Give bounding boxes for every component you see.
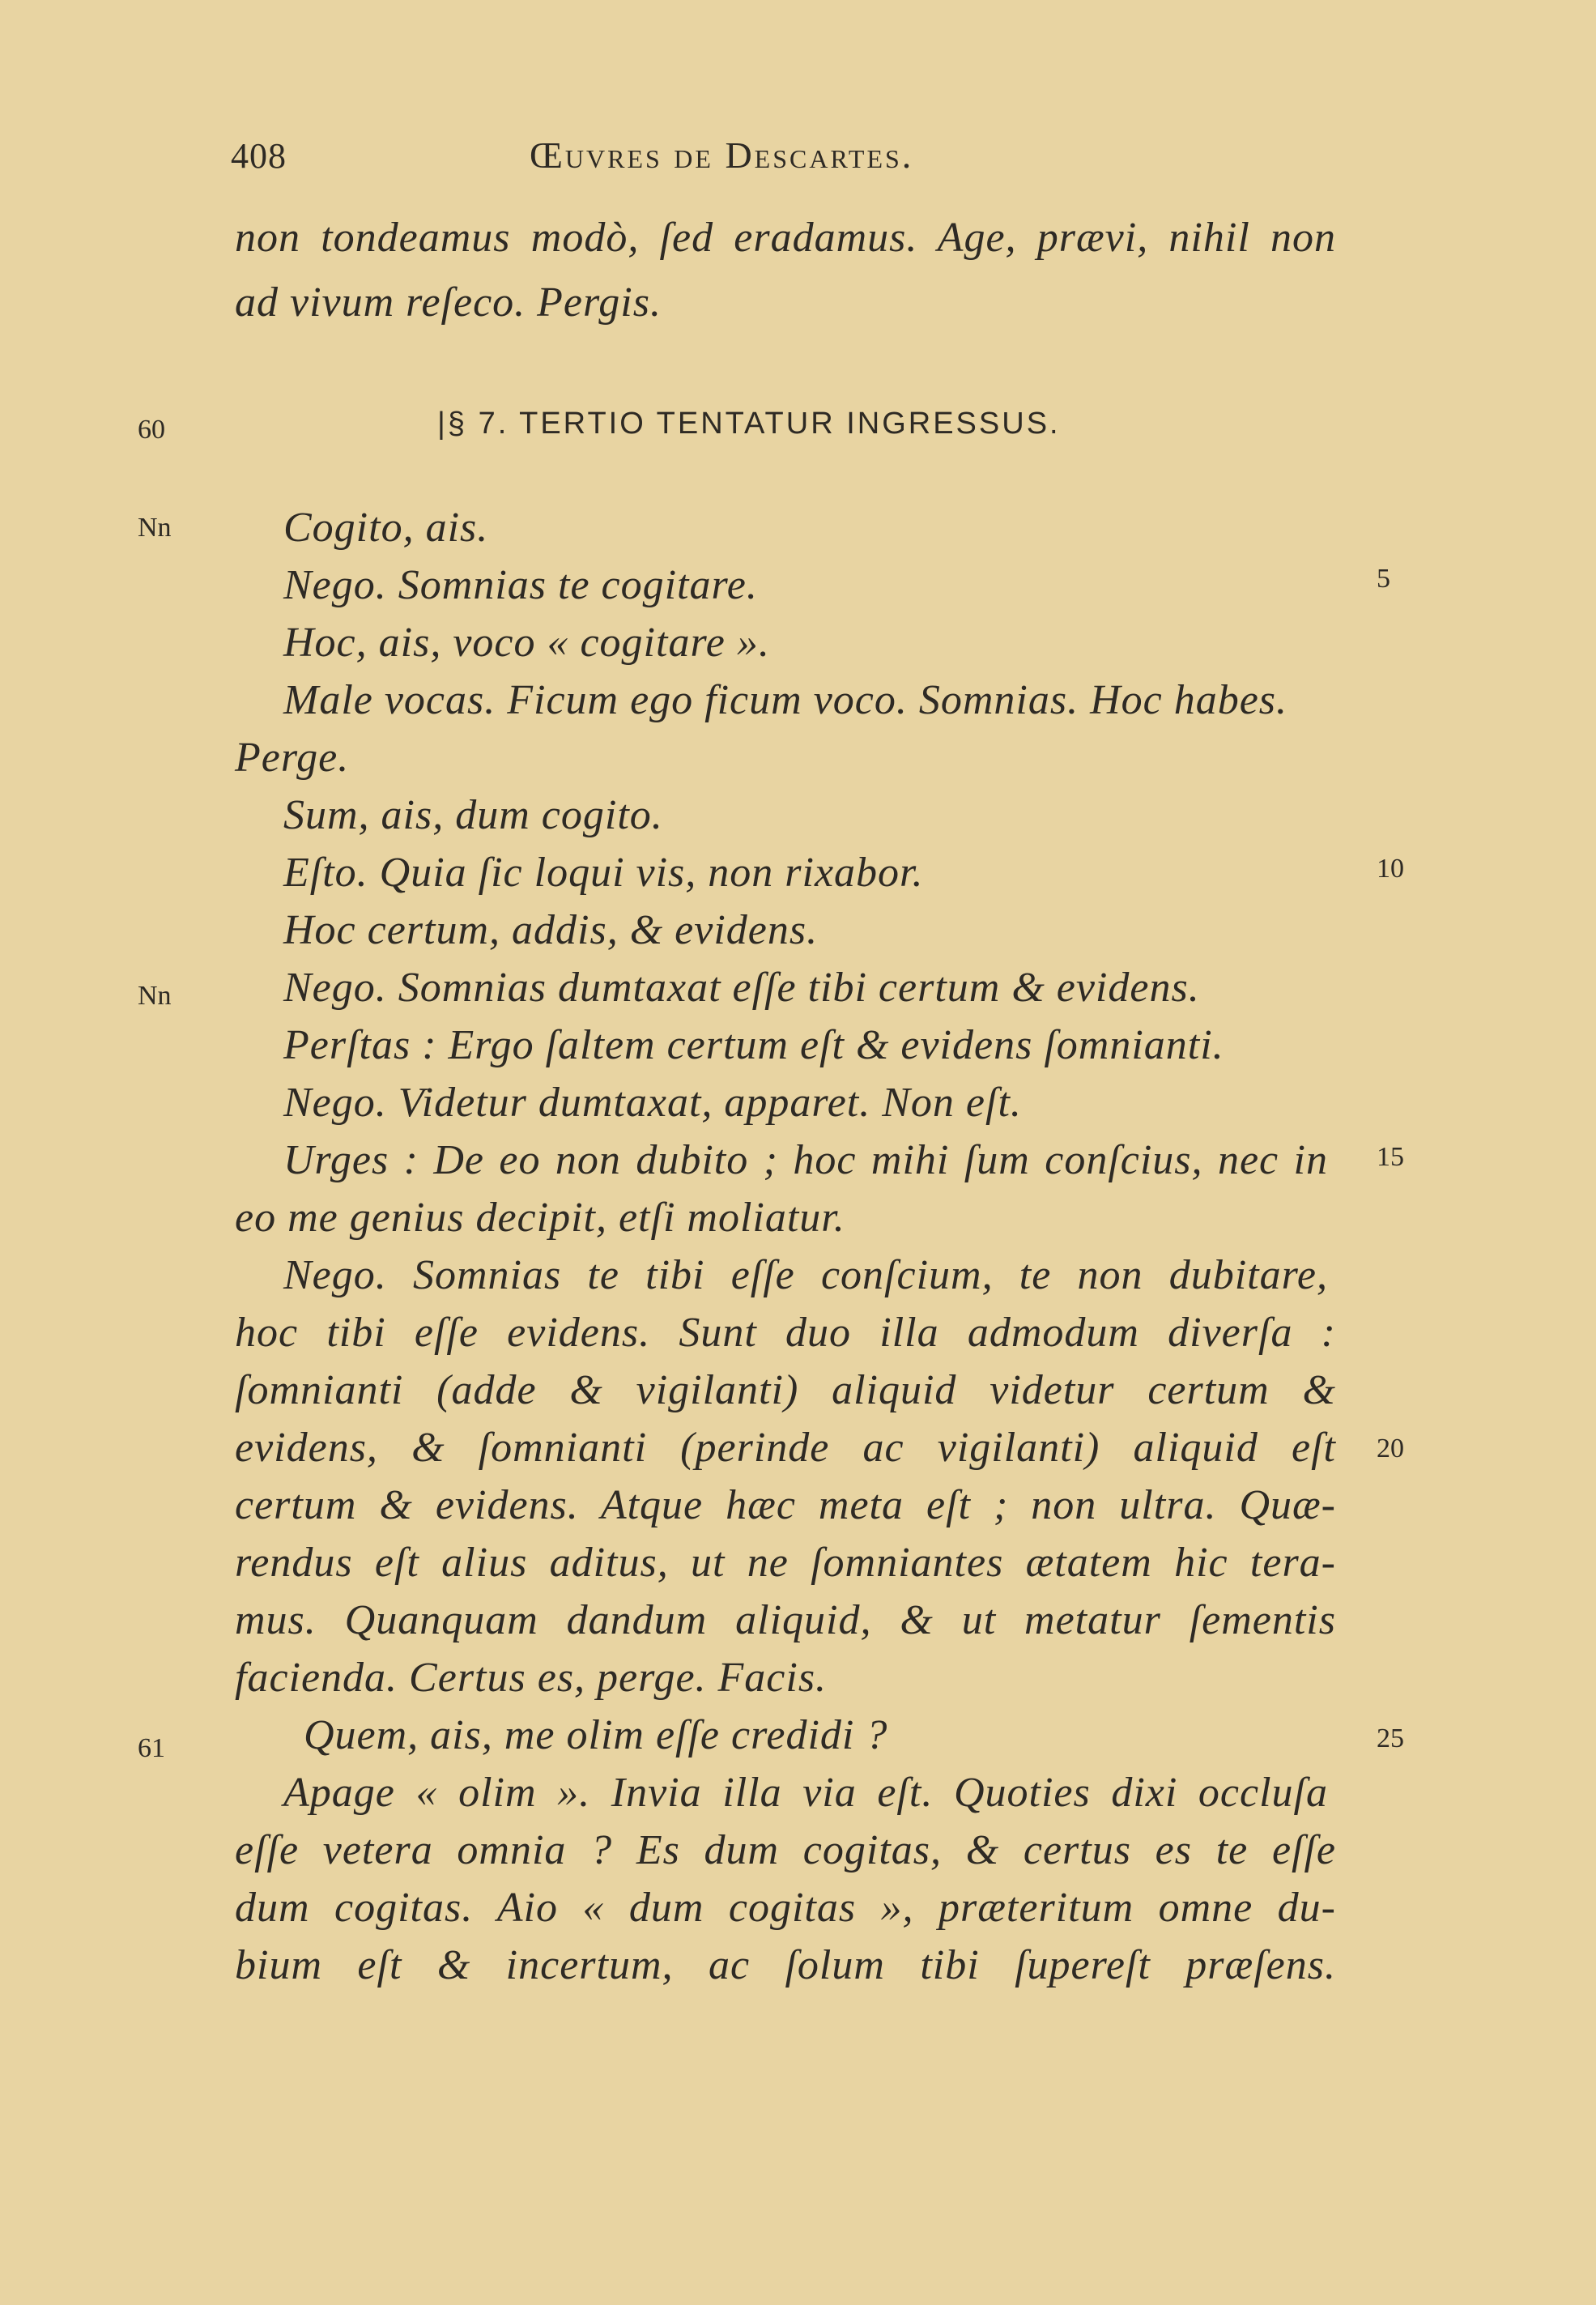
margin-note-left: 61 (138, 1733, 165, 1763)
text-line: non tondeamus modò, ſed eradamus. Age, prævi, nihil non (235, 215, 1336, 261)
text-line: Hoc certum, addis, & evidens. (283, 907, 819, 953)
text-line: Nego. Somnias te tibi eſſe conſcium, te non dubitare, (283, 1252, 1328, 1298)
line-number: 10 (1377, 854, 1404, 884)
text-line: ad vivum reſeco. Pergis. (235, 279, 662, 326)
text-line: Perſtas : Ergo ſaltem certum eſt & evidens ſomnianti. (283, 1022, 1224, 1068)
text-line: eo me genius decipit, etſi moliatur. (235, 1195, 845, 1241)
line-number: 15 (1377, 1142, 1404, 1172)
text-line: Nego. Somnias dumtaxat eſſe tibi certum & evidens. (283, 965, 1200, 1011)
text-line: Nego. Videtur dumtaxat, apparet. Non eſt. (283, 1080, 1022, 1126)
text-line: bium eſt & incertum, ac ſolum tibi ſupereſt præſens. (235, 1942, 1336, 1988)
text-line: eſſe vetera omnia ? Es dum cogitas, & certus es te eſſe (235, 1827, 1336, 1873)
text-line: Perge. (235, 735, 350, 781)
section-heading: |§ 7. TERTIO TENTATUR INGRESSUS. (437, 407, 1061, 441)
text-line: Apage « olim ». Invia illa via eſt. Quoties dixi occluſa (283, 1770, 1328, 1816)
margin-note-left: Nn (138, 981, 172, 1011)
line-number: 25 (1377, 1723, 1404, 1753)
text-line: Hoc, ais, voco « cogitare ». (283, 620, 770, 666)
line-number: 20 (1377, 1434, 1404, 1464)
text-line: Nego. Somnias te cogitare. (283, 562, 758, 608)
text-line: Eſto. Quia ſic loqui vis, non rixabor. (283, 850, 924, 896)
page-number: 408 (231, 136, 287, 176)
text-line: certum & evidens. Atque hæc meta eſt ; non ultra. Quæ- (235, 1482, 1336, 1528)
text-line: Male vocas. Ficum ego ficum voco. Somnias. Hoc habes. (283, 677, 1288, 723)
text-line: dum cogitas. Aio « dum cogitas », præteritum omne du- (235, 1885, 1336, 1931)
text-line: hoc tibi eſſe evidens. Sunt duo illa admodum diverſa : (235, 1310, 1336, 1356)
text-line: facienda. Certus es, perge. Facis. (235, 1655, 828, 1701)
text-line: mus. Quanquam dandum aliquid, & ut metatur ſementis (235, 1597, 1336, 1643)
text-line: rendus eſt alius aditus, ut ne ſomniantes ætatem hic tera- (235, 1540, 1336, 1586)
line-number: 5 (1377, 564, 1390, 594)
page-header (231, 134, 1041, 190)
text-line: Urges : De eo non dubito ; hoc mihi ſum conſcius, nec in (283, 1137, 1328, 1183)
text-line: ſomnianti (adde & vigilanti) aliquid videtur certum & (235, 1367, 1336, 1413)
margin-note-left: Nn (138, 513, 172, 543)
running-title: Œuvres de Descartes. (530, 134, 914, 176)
text-line: evidens, & ſomnianti (perinde ac vigilanti) aliquid eſt (235, 1425, 1336, 1471)
text-line: Quem, ais, me olim eſſe credidi ? (304, 1712, 888, 1758)
text-line: Sum, ais, dum cogito. (283, 792, 663, 838)
text-line: Cogito, ais. (283, 505, 489, 551)
margin-note-left: 60 (138, 415, 165, 445)
